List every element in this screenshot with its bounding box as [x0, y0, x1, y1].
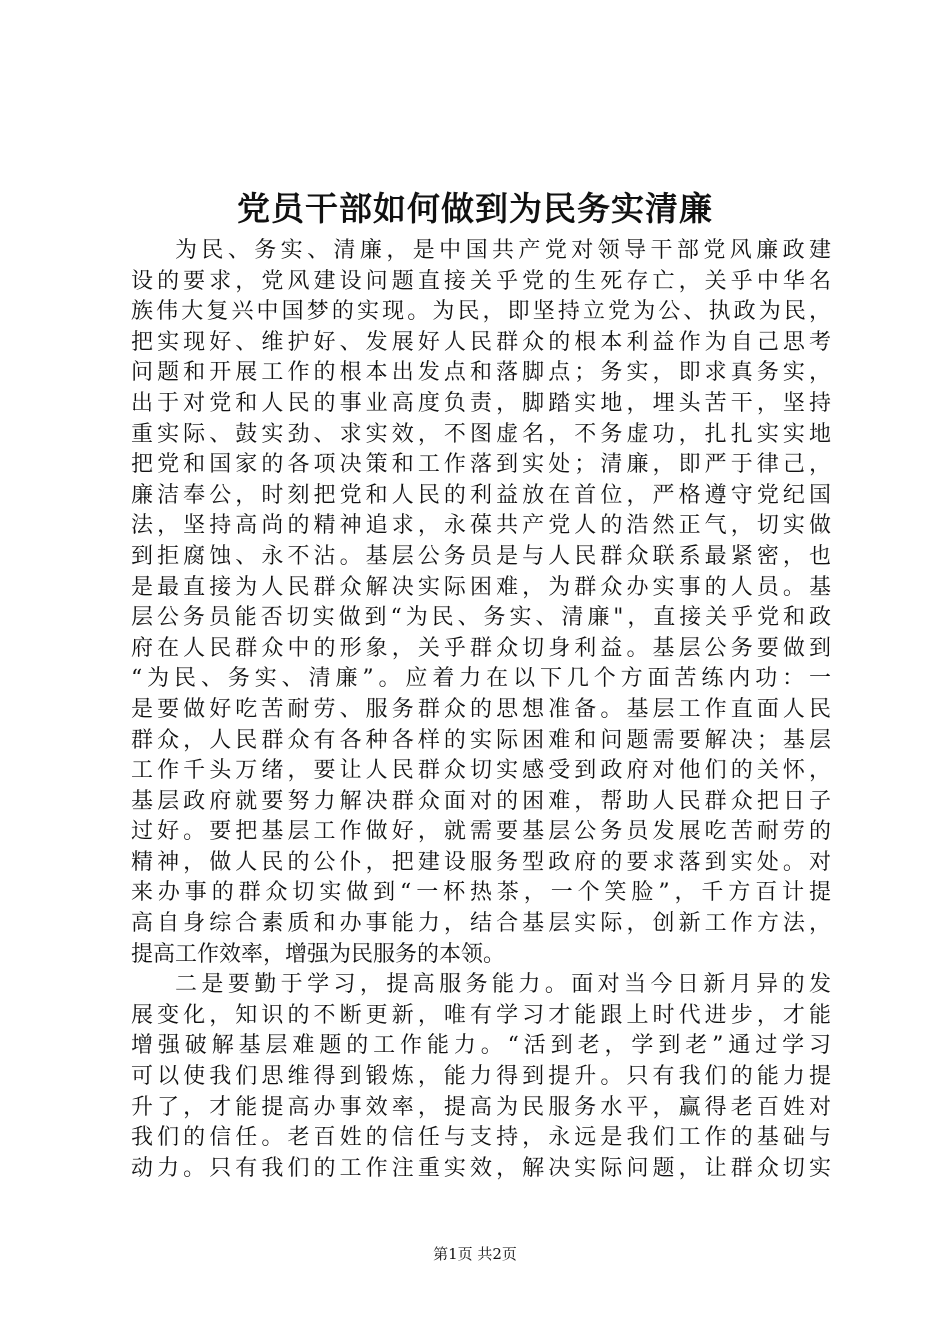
text-line: 精神，做人民的公仆，把建设服务型政府的要求落到实处。对 [131, 849, 831, 875]
text-line: 为民、务实、清廉，是中国共产党对领导干部党风廉政建 [175, 238, 831, 263]
text-line: 问题和开展工作的根本出发点和落脚点；务实，即求真务实， [131, 360, 831, 386]
text-line: 是要做好吃苦耐劳、服务群众的思想准备。基层工作直面人民 [131, 696, 831, 722]
text-line: 族伟大复兴中国梦的实现。为民，即坚持立党为公、执政为民， [131, 299, 831, 325]
page-footer: 第1页 共2页 [433, 1245, 517, 1263]
text-line: 重实际、鼓实劲、求实效，不图虚名，不务虚功，扎扎实实地 [131, 421, 831, 447]
text-line: 工作千头万绪，要让人民群众切实感受到政府对他们的关怀， [131, 758, 831, 784]
text-line: 廉洁奉公，时刻把党和人民的利益放在首位，严格遵守党纪国 [131, 482, 831, 508]
text-line: 展变化，知识的不断更新，唯有学习才能跟上时代进步，才能 [131, 1002, 831, 1028]
text-line: 升了，才能提高办事效率，提高为民服务水平，赢得老百姓对 [131, 1094, 831, 1120]
text-line: 动力。只有我们的工作注重实效，解决实际问题，让群众切实 [131, 1155, 831, 1181]
text-line: 来办事的群众切实做到“一杯热茶，一个笑脸”，千方百计提 [131, 880, 831, 906]
text-line: 提高工作效率，增强为民服务的本领。 [131, 941, 506, 967]
text-line: 过好。要把基层工作做好，就需要基层公务员发展吃苦耐劳的 [131, 819, 831, 845]
text-line: 法，坚持高尚的精神追求，永葆共产党人的浩然正气，切实做 [131, 513, 831, 539]
text-line: 出于对党和人民的事业高度负责，脚踏实地，埋头苦干，坚持 [131, 390, 831, 416]
text-line: 我们的信任。老百姓的信任与支持，永远是我们工作的基础与 [131, 1125, 831, 1151]
text-line: 增强破解基层难题的工作能力。“活到老，学到老”通过学习 [131, 1033, 831, 1059]
text-line: 是最直接为人民群众解决实际困难，为群众办实事的人员。基 [131, 574, 831, 600]
document-body [131, 236, 831, 1184]
text-line: 把党和国家的各项决策和工作落到实处；清廉，即严于律己， [131, 452, 831, 478]
text-line: 把实现好、维护好、发展好人民群众的根本利益作为自己思考 [131, 329, 831, 355]
text-line: 群众，人民群众有各种各样的实际困难和问题需要解决；基层 [131, 727, 831, 753]
document-title: 党员干部如何做到为民务实清廉 [237, 189, 713, 228]
text-line: 到拒腐蚀、永不沾。基层公务员是与人民群众联系最紧密，也 [131, 543, 831, 569]
text-line: 二是要勤于学习，提高服务能力。面对当今日新月异的发 [175, 972, 831, 998]
text-line: 基层政府就要努力解决群众面对的困难，帮助人民群众把日子 [131, 788, 831, 814]
text-line: “为民、务实、清廉”。应着力在以下几个方面苦练内功：一 [131, 666, 831, 692]
text-line: 高自身综合素质和办事能力，结合基层实际，创新工作方法， [131, 911, 831, 937]
text-line: 层公务员能否切实做到“为民、务实、清廉"，直接关乎党和政 [131, 605, 831, 631]
text-line: 府在人民群众中的形象，关乎群众切身利益。基层公务要做到 [131, 635, 831, 661]
text-line: 可以使我们思维得到锻炼，能力得到提升。只有我们的能力提 [131, 1064, 831, 1090]
text-line: 设的要求，党风建设问题直接关乎党的生死存亡，关乎中华名 [131, 268, 831, 294]
